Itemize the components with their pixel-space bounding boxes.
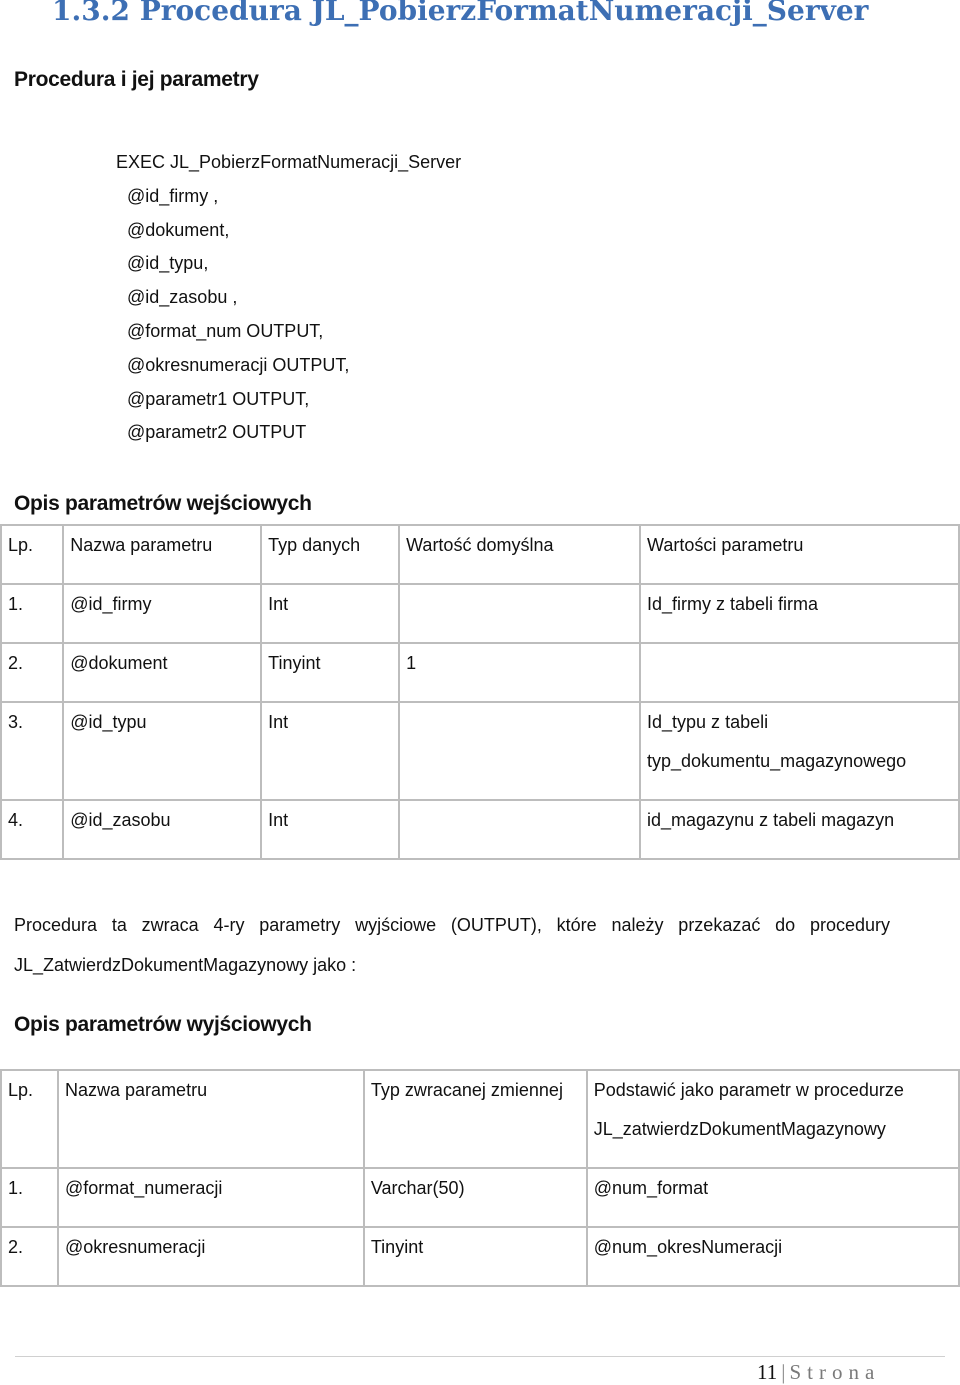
table-cell: Tinyint xyxy=(364,1227,587,1286)
table-cell: @id_typu xyxy=(63,702,261,800)
code-line: EXEC JL_PobierzFormatNumeracji_Server xyxy=(116,152,462,172)
table-cell: @num_format xyxy=(587,1168,959,1227)
table-header-cell: Wartość domyślna xyxy=(399,525,640,584)
table-cell: id_magazynu z tabeli magazyn xyxy=(640,800,959,859)
table-cell: Varchar(50) xyxy=(364,1168,587,1227)
section-heading-signature: Procedura i jej parametry xyxy=(14,68,259,91)
table-cell: 1. xyxy=(1,584,63,643)
table-header-cell: Nazwa parametru xyxy=(58,1070,364,1168)
table-cell: @id_firmy xyxy=(63,584,261,643)
code-line: @id_typu, xyxy=(127,253,209,274)
table-header-cell: Lp. xyxy=(1,1070,58,1168)
description-paragraph xyxy=(14,905,890,985)
paragraph-line: JL_ZatwierdzDokumentMagazynowy jako : xyxy=(14,955,357,975)
section-heading-outputs: Opis parametrów wyjściowych xyxy=(14,1013,312,1036)
table-cell: 4. xyxy=(1,800,63,859)
table-cell: @id_zasobu xyxy=(63,800,261,859)
code-line: @id_firmy , xyxy=(127,185,219,206)
table-row xyxy=(1,1168,959,1227)
page-number: 11 xyxy=(757,1360,778,1384)
outputs-table xyxy=(0,1069,960,1287)
table-row xyxy=(1,643,959,702)
table-cell: 1 xyxy=(399,643,640,702)
table-cell: Int xyxy=(261,702,399,800)
footer-divider xyxy=(15,1356,945,1357)
table-header-cell: Lp. xyxy=(1,525,63,584)
page-footer xyxy=(757,1360,880,1385)
table-header-cell: Typ zwracanej zmiennej xyxy=(364,1070,587,1168)
table-cell xyxy=(399,800,640,859)
table-header-row xyxy=(1,1070,959,1168)
table-header-row xyxy=(1,525,959,584)
table-cell: @okresnumeracji xyxy=(58,1227,364,1286)
footer-separator: | xyxy=(781,1360,786,1384)
table-header-cell: Typ danych xyxy=(261,525,399,584)
code-line: @okresnumeracji OUTPUT, xyxy=(127,354,350,375)
table-header-cell: Nazwa parametru xyxy=(63,525,261,584)
page-title: 1.3.2 Procedura JL_PobierzFormatNumeracji_Server xyxy=(52,0,869,27)
table-cell xyxy=(399,584,640,643)
table-cell: Id_firmy z tabeli firma xyxy=(640,584,959,643)
code-line: @parametr1 OUTPUT, xyxy=(127,388,310,409)
table-cell: Int xyxy=(261,800,399,859)
table-cell: 2. xyxy=(1,643,63,702)
table-cell: 2. xyxy=(1,1227,58,1286)
code-line: @format_num OUTPUT, xyxy=(127,320,324,341)
table-cell: @format_numeracji xyxy=(58,1168,364,1227)
table-cell xyxy=(640,643,959,702)
table-row xyxy=(1,584,959,643)
code-line: @parametr2 OUTPUT xyxy=(127,422,307,443)
table-cell: Int xyxy=(261,584,399,643)
table-row xyxy=(1,800,959,859)
table-header-cell: Wartości parametru xyxy=(640,525,959,584)
inputs-table xyxy=(0,524,960,860)
code-line: @dokument, xyxy=(127,219,230,240)
table-cell: 1. xyxy=(1,1168,58,1227)
code-line: @id_zasobu , xyxy=(127,287,238,308)
section-heading-inputs: Opis parametrów wejściowych xyxy=(14,492,312,515)
table-cell: @num_okresNumeracji xyxy=(587,1227,959,1286)
table-header-cell: Podstawić jako parametr w procedurze JL_zatwierdzDokumentMagazynowy xyxy=(587,1070,959,1168)
code-block xyxy=(116,146,461,450)
paragraph-line: Procedura ta zwraca 4-ry parametry wyjściowe (OUTPUT), które należy przekazać do procedury xyxy=(14,915,890,935)
table-cell: Tinyint xyxy=(261,643,399,702)
table-cell xyxy=(399,702,640,800)
footer-page-word: Strona xyxy=(789,1360,881,1384)
table-row xyxy=(1,1227,959,1286)
table-row xyxy=(1,702,959,800)
table-cell: @dokument xyxy=(63,643,261,702)
table-cell: Id_typu z tabeli typ_dokumentu_magazynowego xyxy=(640,702,959,800)
table-cell: 3. xyxy=(1,702,63,800)
